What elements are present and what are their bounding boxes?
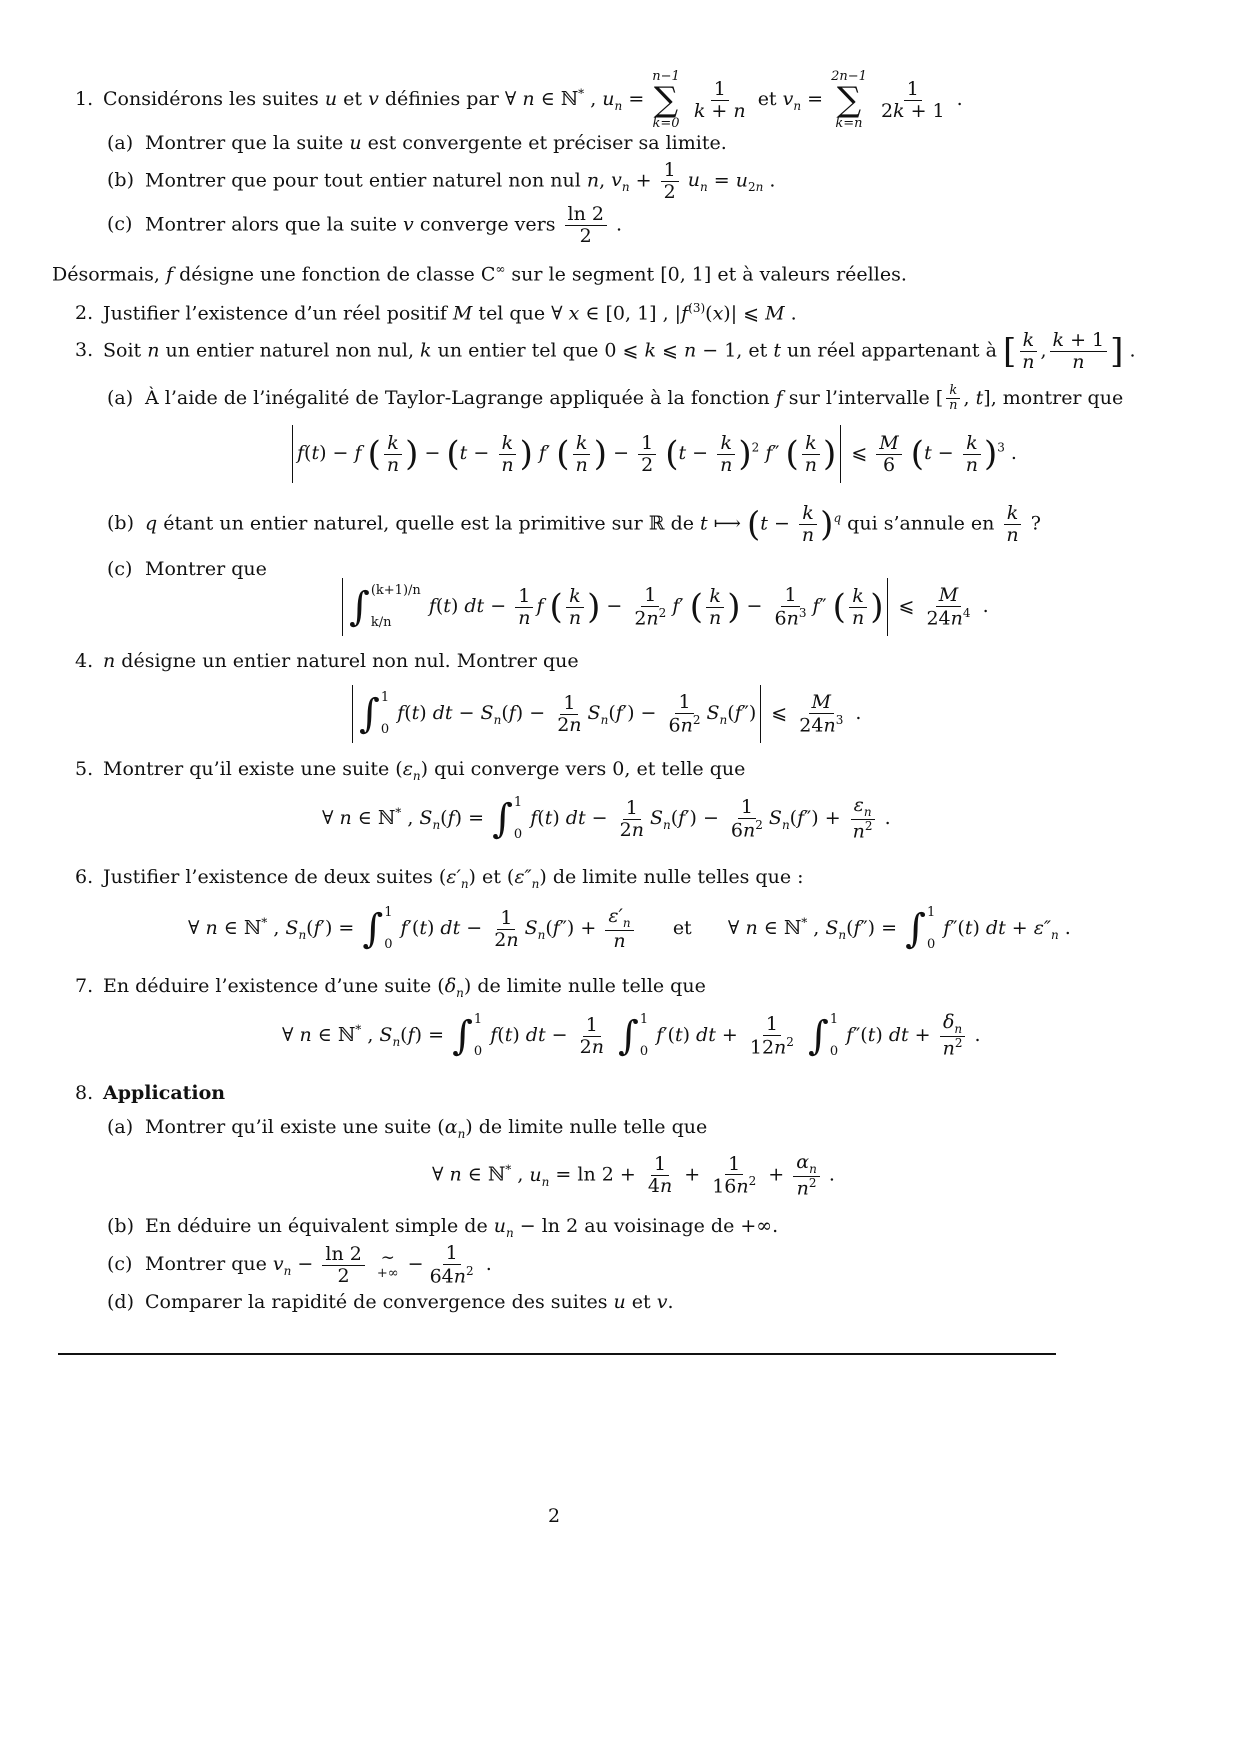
question-8 — [75, 1082, 225, 1105]
text: est convergente et préciser sa limite. — [361, 132, 727, 154]
text: Justifier l’existence d’un réel positif — [103, 302, 453, 325]
question-3c — [107, 558, 267, 581]
formula-8a: ∀ n ∈ ℕ* , $u_n = \ln 2$ + $\frac{1}{4n}$ + $\frac{1}{16n^2}$ + $\frac{\alpha_n}{n^2}$ . — [432, 1151, 835, 1200]
question-8a: (a) Montrer qu’il existe une suite $(\alpha_n)$ de limite nulle telle que — [107, 1116, 708, 1141]
question-8b: (b) En déduire un équivalent simple de $u_n - \ln 2$ au voisinage de +∞. — [107, 1215, 779, 1240]
text: définies par — [378, 88, 505, 110]
text: étant un entier naturel, quelle est la primitive sur ℝ de — [157, 512, 701, 535]
fraction: $\frac{\ln 2}{2}$ — [565, 204, 607, 247]
text: et — [757, 88, 783, 110]
question-number: 4. — [75, 650, 94, 672]
sub-label: (d) — [107, 1291, 134, 1313]
fraction: $\frac{1}{k + n}$ — [693, 77, 746, 122]
question-1: 1. Considérons les suites u et v définies par ∀ n ∈ ℕ* , $u_n$ = n−1 ∑ k=0 $\frac{1}{k + n}$ et $v_n$ = 2n−1 ∑ k=n $\frac{1}{2k + 1}$ . — [75, 69, 963, 131]
question-1c: (c) Montrer alors que la suite v converge vers $\frac{\ln 2}{2}$ . — [107, 203, 623, 247]
formula-4: ∫ 1 0 f(t) dt − $S_n(f)$ − $\frac{1}{2n}$ $S_n(f')$ − $\frac{1}{6n^2}$ $S_n(f'')$ ⩽ $\frac{M}{24n^3}$ . — [348, 685, 861, 743]
text: , montrer que — [990, 386, 1124, 409]
question-number: 5. — [75, 758, 94, 780]
question-1a: (a) Montrer que la suite u est convergente et préciser sa limite. — [107, 132, 727, 154]
sub-label: (b) — [107, 512, 134, 535]
formula-3c: ∫ (k+1)/n k/n f(t) dt − $\frac{1}{n}$ f ( $\frac{k}{n}$ ) − $\frac{1}{2n^2}$ f′ ( $\frac{k}{n}$ ) − $\frac{1}{6n^3}$ f″ ( $\frac{k}{n}$ ) ⩽ $\frac{M}{24n^4}$ . — [338, 578, 989, 636]
question-4: 4. n désigne un entier naturel non nul. Montrer que — [75, 650, 579, 672]
text: En déduire un équivalent simple de — [145, 1215, 494, 1237]
sub-label: (a) — [107, 132, 134, 154]
text: − ln 2 au voisinage de +∞. — [513, 1215, 779, 1237]
question-3: 3. Soit n un entier naturel non nul, k un entier tel que 0 ⩽ k ⩽ n − 1, et t un réel appartenant à [ $\frac{k}{n}$ , $\frac{k + 1}{n}$ ] . — [75, 329, 1136, 373]
section-title: Application — [103, 1082, 226, 1104]
text: ) qui converge vers 0, et telle que — [420, 758, 746, 780]
sub-label: (b) — [107, 1215, 134, 1237]
question-2: 2. Justifier l’existence d’un réel positif M tel que ∀ x ∈ [0, 1] , $|f^{(3)}(x)|$ ⩽ M . — [75, 301, 797, 325]
question-number: 8. — [75, 1082, 94, 1104]
question-8d: (d) Comparer la rapidité de convergence des suites u et v. — [107, 1291, 674, 1313]
text: et — [337, 88, 369, 110]
text: et — [625, 1291, 657, 1313]
text: Montrer qu’il existe une suite ( — [145, 1116, 445, 1138]
page-number: 2 — [548, 1505, 561, 1527]
text: converge vers — [413, 213, 562, 236]
text: Montrer que la suite — [145, 132, 350, 154]
fraction: $\frac{1}{2}$ — [661, 160, 679, 203]
text: un entier naturel non nul, — [159, 339, 421, 362]
horizontal-rule — [58, 1353, 1056, 1355]
sub-label: (c) — [107, 213, 133, 236]
sum-symbol: 2n−1 ∑ k=n — [831, 69, 867, 131]
fraction: $\frac{k + 1}{n}$ — [1050, 330, 1108, 373]
question-5: 5. Montrer qu’il existe une suite $(\varepsilon_n)$ qui converge vers 0, et telle que — [75, 758, 746, 783]
text: ) et ( — [468, 866, 515, 888]
sub-label: (a) — [107, 386, 134, 409]
text: sur l’intervalle — [782, 386, 936, 409]
sub-label: (c) — [107, 1253, 133, 1276]
question-1b: (b) Montrer que pour tout entier naturel non nul n, $v_n$ + $\frac{1}{2}$ $u_n = u_{2n}$ . — [107, 159, 776, 203]
question-8c: (c) Montrer que $v_n$ − $\frac{\ln 2}{2}$ ∼ +∞ − $\frac{1}{64n^2}$ . — [107, 1242, 492, 1288]
sum-symbol: n−1 ∑ k=0 — [652, 69, 680, 131]
text: ) de limite nulle telle que — [465, 1116, 708, 1138]
text: Comparer la rapidité de convergence des suites — [145, 1291, 614, 1313]
question-6: 6. Justifier l’existence de deux suites $(\varepsilon'_n)$ et $(\varepsilon''_n)$ de limite nulle telles que : — [75, 866, 804, 891]
text: ⩽ — [655, 339, 684, 362]
formula-taylor-lagrange: f(t) − f ( $\frac{k}{n}$ ) − (t − $\frac{k}{n}$ ) f′ ( $\frac{k}{n}$ ) − $\frac{1}{2}$ (t − $\frac{k}{n}$ )$^2$ f″ ( $\frac{k}{n}$ ) ⩽ $\frac{M}{6}$ (t − $\frac{k}{n}$ )$^3$ . — [288, 425, 1017, 483]
text: un réel appartenant à — [780, 339, 1003, 362]
text: Montrer que pour tout entier naturel non nul — [145, 169, 587, 192]
question-number: 6. — [75, 866, 94, 888]
text: désigne un entier naturel non nul. Montrer que — [115, 650, 579, 672]
text: qui s’annule en — [847, 512, 1001, 535]
text: sur le segment [0, 1] et à valeurs réelles. — [505, 263, 907, 286]
question-number: 2. — [75, 302, 94, 325]
text: Considérons les suites — [103, 88, 325, 110]
text: Montrer que — [145, 1253, 273, 1276]
text: Justifier l’existence de deux suites ( — [103, 866, 447, 888]
text: Montrer qu’il existe une suite ( — [103, 758, 403, 780]
sub-label: (c) — [107, 558, 133, 580]
text: À l’aide de l’inégalité de Taylor-Lagrange appliquée à la fonction — [145, 386, 776, 409]
question-number: 3. — [75, 339, 94, 362]
text: tel que ∀ — [472, 302, 569, 325]
sub-label: (a) — [107, 1116, 134, 1138]
preamble-text: Désormais, f désigne une fonction de classe C∞ sur le segment [0, 1] et à valeurs réelles. — [52, 262, 907, 286]
text: En déduire l’existence d’une suite ( — [103, 975, 445, 997]
formula-7: ∀ n ∈ ℕ* , $S_n(f)$ = ∫ 1 0 f(t) dt − $\frac{1}{2n}$ ∫ 1 0 f′(t) dt + $\frac{1}{12n^2}$ ∫ 1 0 f″(t) dt + $\frac{\delta_n}{n^2}$ . — [282, 1011, 981, 1060]
text: un entier tel que 0 ⩽ — [431, 339, 645, 362]
question-7: 7. En déduire l’existence d’une suite $(\delta_n)$ de limite nulle telle que — [75, 975, 706, 1000]
text: Montrer que — [145, 558, 267, 580]
text: − 1, et — [696, 339, 774, 362]
question-3b: (b) q étant un entier naturel, quelle est la primitive sur ℝ de t ⟼ (t − $\frac{k}{n}$ )$^q$ qui s’annule en $\frac{k}{n}$ ? — [107, 502, 1041, 546]
text: Soit — [103, 339, 148, 362]
text: Montrer alors que la suite — [145, 213, 404, 236]
sub-label: (b) — [107, 169, 134, 192]
text: désigne une fonction de classe C — [173, 263, 496, 286]
fraction: $\frac{k}{n}$ — [1019, 330, 1037, 373]
formula-5: ∀ n ∈ ℕ* , $S_n(f)$ = ∫ 1 0 f(t) dt − $\frac{1}{2n}$ $S_n(f')$ − $\frac{1}{6n^2}$ $S_n(f'')$ + $\frac{\varepsilon_n}{n^2}$ . — [322, 794, 891, 843]
question-number: 1. — [75, 88, 94, 110]
fraction: $\frac{1}{2k + 1}$ — [880, 77, 945, 122]
question-number: 7. — [75, 975, 94, 997]
question-3a: (a) À l’aide de l’inégalité de Taylor-Lagrange appliquée à la fonction f sur l’intervalle [ $\frac{k}{n}$ , t], montrer que — [107, 383, 1124, 414]
text: ) de limite nulle telles que : — [539, 866, 804, 888]
text: ) de limite nulle telle que — [463, 975, 706, 997]
text: Désormais, — [52, 263, 166, 286]
formula-6: ∀ n ∈ ℕ* , $S_n(f')$ = ∫ 1 0 f′(t) dt − $\frac{1}{2n}$ $S_n(f'')$ + $\frac{\varepsilon'_n}{n}$ et ∀ n ∈ ℕ* , $S_n(f'')$ = ∫ 1 0 f″(t) dt + $\varepsilon''_n$ . — [188, 905, 1071, 953]
